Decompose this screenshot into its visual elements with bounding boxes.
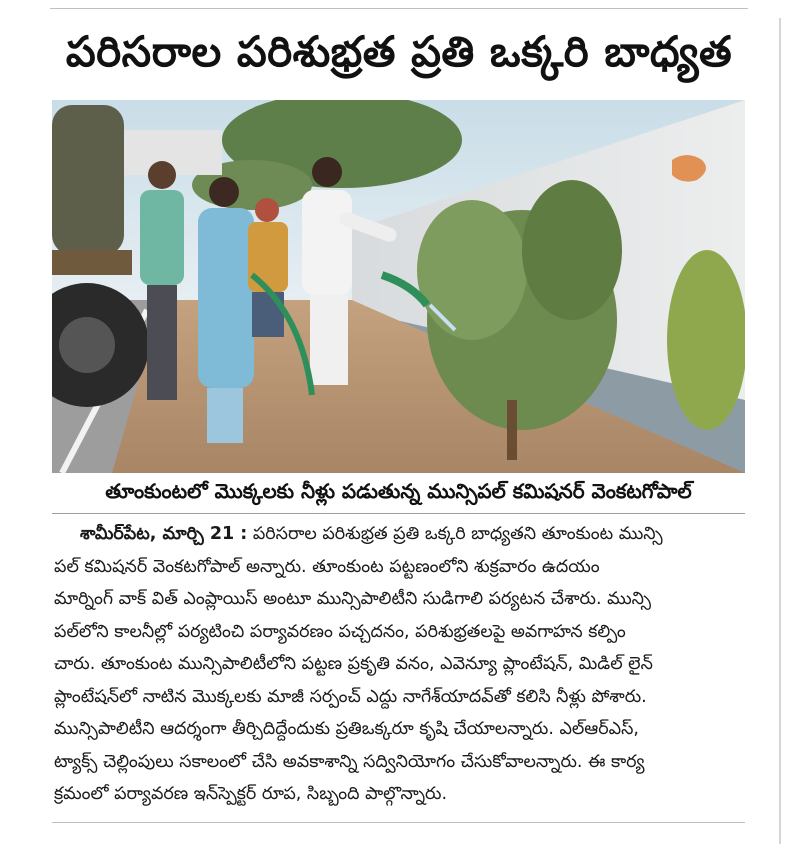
- caption-divider: [52, 513, 745, 514]
- article-line: మున్సిపాలిటీని ఆదర్శంగా తీర్చిదిద్దేందుకు ప్రతిఒక్కరూ కృషి చేయాలన్నారు. ఎల్ఆర్ఎస్,: [54, 719, 639, 739]
- top-divider: [50, 8, 748, 9]
- news-photo: [52, 100, 745, 473]
- article-line: చారు. తూంకుంట మున్సిపాలిటీలోని పట్టణ ప్రకృతి వనం, ఎవెన్యూ ప్లాంటేషన్, మిడిల్ లైన్: [54, 654, 653, 674]
- article-line: పల్ కమిషనర్ వెంకటగోపాల్ అన్నారు. తూంకుంట పట్టణంలోని శుక్రవారం ఉదయం: [54, 556, 600, 577]
- article-line: మార్నింగ్ వాక్ విత్ ఎంప్లాయిస్ అంటూ మున్సిపాలిటీని సుడిగాలి పర్యటన చేశారు. మున్సి: [54, 589, 651, 609]
- article-line-text: పరిసరాల పరిశుభ్రత ప్రతి ఒక్కరి బాధ్యతని తూంకుంట మున్సి: [252, 524, 663, 544]
- photo-caption: తూంకుంటలో మొక్కలకు నీళ్లు పడుతున్న మున్సిపల్ కమిషనర్ వెంకటగోపాల్: [105, 478, 692, 503]
- article-line: ప్లాంటేషన్‌లో నాటిన మొక్కలకు మాజీ సర్పంచ్ ఎద్దు నాగేశ్‌యాదవ్‌తో కలిసి నీళ్లు పోశారు.: [54, 686, 647, 707]
- bottom-divider: [52, 822, 745, 823]
- article-line: క్రమంలో పర్యావరణ ఇన్‌స్పెక్టర్ రూప, సిబ్బంది పాల్గొన్నారు.: [54, 784, 448, 804]
- article-headline: పరిసరాల పరిశుభ్రత ప్రతి ఒక్కరి బాధ్యత: [65, 27, 733, 76]
- article-body: [54, 518, 746, 808]
- article-line: ట్యాక్స్ చెల్లింపులు సకాలంలో చేసి అవకాశాన్ని సద్వినియోగం చేసుకోవాలన్నారు. ఈ కార్య: [54, 751, 645, 772]
- article-line: [54, 518, 746, 551]
- column-divider: [779, 18, 781, 844]
- article-line: పల్‌లోని కాలనీల్లో పర్యటించి పర్యావరణం పచ్చదనం, పరిశుభ్రతలపై అవగాహన కల్పిం: [54, 621, 626, 642]
- dateline: శామీర్‌పేట, మార్చి 21 :: [80, 524, 248, 544]
